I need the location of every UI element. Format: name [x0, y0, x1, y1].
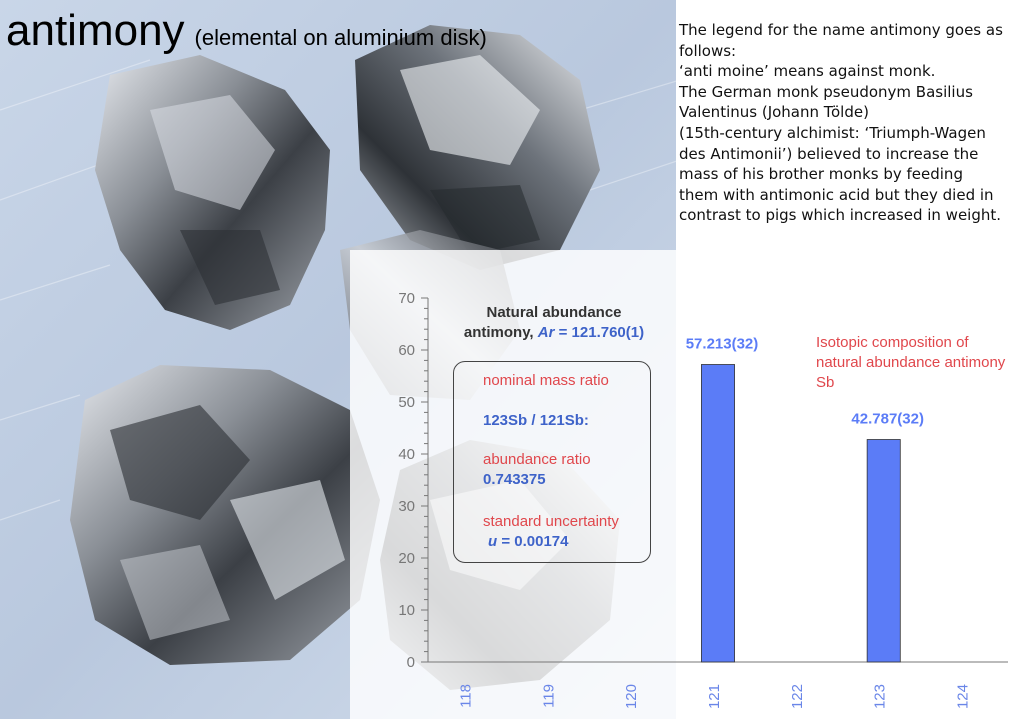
abundance-ratio-label: abundance ratio: [483, 451, 591, 468]
x-tick-label: 119: [540, 684, 558, 708]
u-value: = 0.00174: [497, 533, 569, 550]
legend-line: The German monk pseudonym Basilius: [679, 82, 973, 101]
ratio-expression: 123Sb / 121Sb:: [483, 412, 589, 429]
y-tick-label: 50: [398, 394, 415, 411]
legend-line: ‘anti moine’ means against monk.: [679, 62, 936, 81]
legend-line: (15th-century alchimist: ‘Triumph-Wagen: [679, 123, 986, 142]
bar-123: [867, 440, 900, 662]
y-tick-label: 20: [398, 550, 415, 567]
legend-line: contrast to pigs which increased in weight.: [679, 206, 1002, 225]
bar-121: [701, 364, 734, 662]
y-tick-label: 0: [406, 654, 415, 671]
ar-value: = 121.760(1): [554, 324, 645, 341]
natural-abundance-prefix: antimony,: [463, 324, 538, 341]
abundance-ratio-value: 0.743375: [483, 471, 546, 488]
title-sub: (elemental on aluminium disk): [194, 25, 487, 50]
y-tick-label: 60: [398, 342, 415, 359]
y-tick-label: 70: [398, 290, 415, 307]
title-main: antimony: [6, 6, 185, 55]
uncertainty-label: standard uncertainty: [483, 513, 619, 530]
isotopic-composition-note: Isotopic composition of natural abundance antimony Sb: [816, 334, 1006, 391]
data-label: 42.787(32): [851, 410, 924, 428]
u-symbol: u: [488, 533, 498, 550]
legend-line: mass of his brother monks by feeding: [679, 165, 963, 184]
x-tick-label: 120: [623, 684, 641, 710]
y-tick-label: 40: [398, 446, 415, 463]
legend-line: them with antimonic acid but they died in: [679, 185, 994, 204]
x-tick-label: 118: [457, 684, 475, 708]
uncertainty-value: [488, 533, 569, 550]
x-tick-label: 121: [705, 684, 723, 710]
legend-line: The legend for the name antimony goes as: [679, 21, 1003, 39]
nominal-mass-label: nominal mass ratio: [483, 372, 609, 389]
y-tick-label: 30: [398, 498, 415, 515]
data-label: 57.213(32): [685, 335, 759, 353]
ratio-box: [453, 361, 651, 563]
legend-line: follows:: [679, 41, 737, 60]
y-tick-label: 10: [398, 602, 415, 619]
natural-abundance-title: [440, 303, 668, 343]
natural-abundance-line1: Natural abundance: [486, 304, 622, 321]
ar-symbol: Ar: [537, 324, 555, 341]
x-tick-label: 123: [871, 684, 889, 710]
x-tick-label: 124: [954, 684, 972, 710]
x-tick-label: 122: [788, 684, 806, 710]
legend-line: des Antimonii’) believed to increase the: [679, 144, 979, 163]
legend-line: Valentinus (Johann Tölde): [679, 103, 869, 122]
